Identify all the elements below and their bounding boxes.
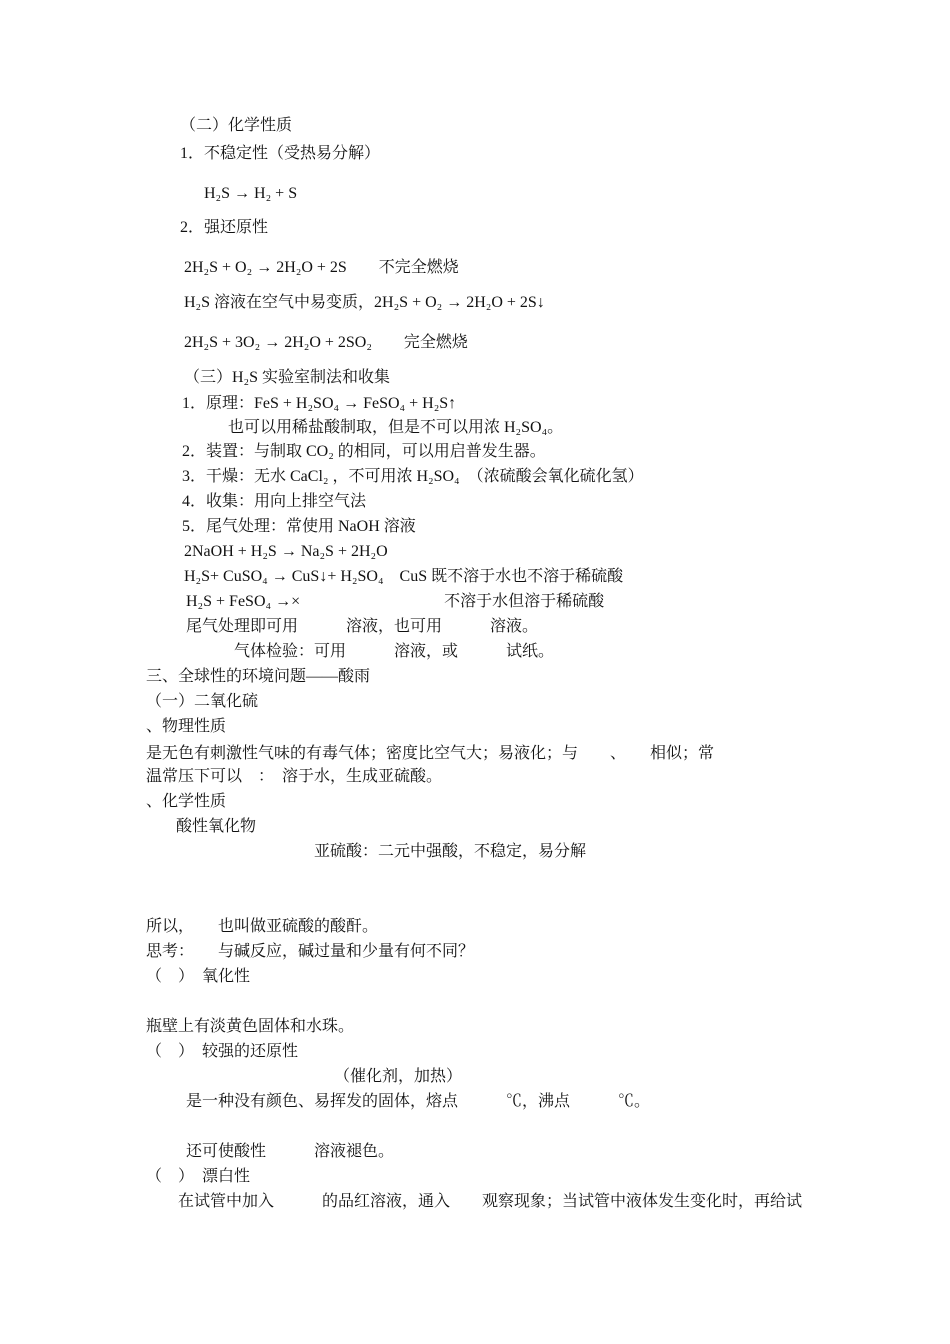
chapter-title-acid-rain: 三、全球性的环境问题——酸雨 [146,668,371,685]
section-title-chemical-properties: （二）化学性质 [180,117,293,134]
item-instability: 1．不稳定性（受热易分解） [180,145,381,162]
subsection-physical: 、物理性质 [146,718,227,735]
text-so2-physical-1: 是无色有刺激性气味的有毒气体；密度比空气大；易液化；与 、 相似；常 [146,745,715,762]
text-kmno4: 还可使酸性 溶液褪色。 [186,1143,395,1160]
equation-incomplete-combustion: 2H₂S + O₂ → 2H₂O + 2S 不完全燃烧 [184,259,459,276]
equation-cuso4: H₂S+ CuSO₄ → CuS↓+ H₂SO₄ CuS 既不溶于水也不溶于稀硫酸 [184,568,624,585]
equation-feso4: H₂S + FeSO₄ →× 不溶于水但溶于稀硫酸 [186,593,605,610]
text-bleaching-experiment: 在试管中加入 的品红溶液，通入 观察现象；当试管中液体发生变化时，再给试 [178,1193,803,1210]
section-title-h2s-lab: （三）H₂S 实验室制法和收集 [184,369,391,386]
text-acid-anhydride: 所以， 也叫做亚硫酸的酸酐。 [146,918,379,935]
item-collection: 4．收集：用向上排空气法 [182,493,367,510]
item-acidic-oxide: 酸性氧化物 [176,818,257,835]
item-bleaching: （ ） 漂白性 [146,1168,251,1185]
text-think: 思考： 与碱反应，碱过量和少量有何不同？ [146,943,475,960]
item-tail-gas: 5．尾气处理：常使用 NaOH 溶液 [182,518,416,535]
item-reducing: 2．强还原性 [180,219,269,236]
text-so2-physical-2: 温常压下可以 ： 溶于水，生成亚硫酸。 [146,768,443,785]
equation-naoh: 2NaOH + H₂S → Na₂S + 2H₂O [184,543,388,560]
subsection-chemical: 、化学性质 [146,793,227,810]
item-reducing-strong: （ ） 较强的还原性 [146,1043,299,1060]
item-principle: 1．原理：FeS + H₂SO₄ → FeSO₄ + H₂S↑ [182,395,457,412]
note-gas-test: 气体检验：可用 溶液，或 试纸。 [234,643,555,660]
item-oxidizing: （ ） 氧化性 [146,968,251,985]
note-hcl: 也可以用稀盐酸制取，但是不可以用浓 H₂SO₄。 [228,419,564,436]
item-drying: 3．干燥：无水 CaCl₂ ，不可用浓 H₂SO₄ （浓硫酸会氧化硫化氢） [182,468,644,485]
text-yellow-solid: 瓶壁上有淡黄色固体和水珠。 [146,1018,355,1035]
text-so3-properties: 是一种没有颜色、易挥发的固体，熔点 ℃，沸点 ℃。 [186,1093,651,1110]
note-tail-gas: 尾气处理即可用 溶液，也可用 溶液。 [186,618,539,635]
section-title-so2: （一）二氧化硫 [146,693,259,710]
text-catalyst: （催化剂，加热） [334,1068,463,1085]
item-apparatus: 2．装置：与制取 CO₂ 的相同，可以用启普发生器。 [182,443,546,460]
equation-h2s-solution-air: H₂S 溶液在空气中易变质，2H₂S + O₂ → 2H₂O + 2S↓ [184,294,545,311]
equation-complete-combustion: 2H₂S + 3O₂ → 2H₂O + 2SO₂ 完全燃烧 [184,334,468,351]
equation-h2s-decompose: H₂S → H₂ + S [204,185,298,202]
text-sulfurous-acid: 亚硫酸：二元中强酸，不稳定，易分解 [314,843,587,860]
